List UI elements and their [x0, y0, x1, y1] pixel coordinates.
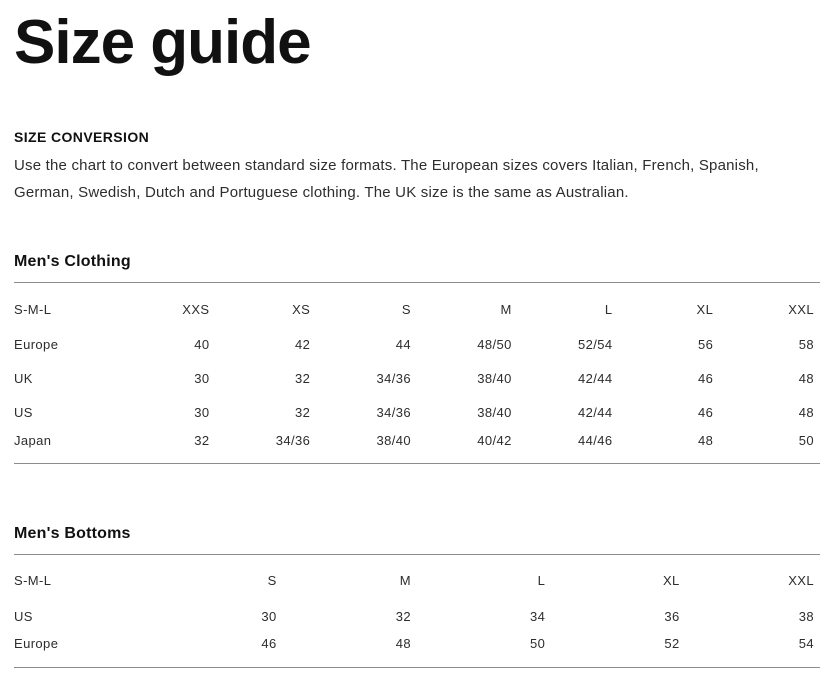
- size-cell: 48: [395, 636, 411, 652]
- size-table-body: [14, 599, 820, 667]
- size-table: [14, 554, 820, 668]
- size-table-head: [14, 554, 820, 599]
- table-row: [14, 395, 820, 429]
- row-label: US: [14, 608, 33, 624]
- size-cell: 32: [294, 404, 311, 420]
- size-cell: 48: [798, 370, 814, 386]
- column-header: S: [267, 573, 277, 589]
- size-cell: 46: [697, 404, 714, 420]
- column-header: XL: [696, 301, 714, 317]
- size-table-head: [14, 282, 820, 327]
- table-row: [14, 633, 820, 667]
- header-row: [14, 554, 820, 599]
- size-table-body: [14, 327, 820, 463]
- size-table: [14, 282, 820, 464]
- size-cell: 34/36: [275, 432, 311, 448]
- size-cell: 46: [261, 636, 277, 652]
- table-row: [14, 599, 820, 633]
- size-cell: 50: [530, 636, 546, 652]
- row-label: Europe: [14, 636, 59, 652]
- size-cell: 40: [194, 336, 210, 352]
- size-cell: 48: [697, 432, 714, 448]
- size-cell: 54: [798, 636, 814, 652]
- column-header: M: [399, 573, 411, 589]
- size-cell: 30: [194, 370, 210, 386]
- size-cell: 32: [395, 608, 411, 624]
- column-header: M: [500, 301, 512, 317]
- size-cell: 30: [194, 404, 210, 420]
- size-section: [14, 524, 820, 668]
- size-cell: 44/46: [577, 432, 613, 448]
- row-label: UK: [14, 370, 33, 386]
- column-header: XS: [292, 301, 311, 317]
- column-header: XXL: [788, 573, 814, 589]
- row-label: Europe: [14, 336, 59, 352]
- size-cell: 42: [294, 336, 311, 352]
- size-cell: 38: [798, 608, 814, 624]
- page-title: Size guide: [14, 8, 311, 77]
- size-cell: 30: [261, 608, 277, 624]
- size-cell: 40/42: [477, 432, 512, 448]
- size-conversion-heading: SIZE CONVERSION: [14, 129, 150, 146]
- size-cell: 34/36: [376, 370, 411, 386]
- size-cell: 48/50: [477, 336, 512, 352]
- column-header: S-M-L: [14, 301, 52, 317]
- size-cell: 38/40: [477, 370, 512, 386]
- size-cell: 34/36: [376, 404, 411, 420]
- column-header: XL: [662, 573, 680, 589]
- row-label: Japan: [14, 432, 52, 448]
- size-cell: 44: [395, 336, 411, 352]
- column-header: S-M-L: [14, 573, 52, 589]
- table-row: [14, 327, 820, 361]
- column-header: XXS: [182, 301, 210, 317]
- row-label: US: [14, 404, 33, 420]
- size-sections: [14, 252, 820, 668]
- header-row: [14, 282, 820, 327]
- size-cell: 56: [697, 336, 714, 352]
- size-cell: 58: [798, 336, 814, 352]
- size-cell: 50: [798, 432, 814, 448]
- size-cell: 46: [697, 370, 714, 386]
- size-conversion-description: Use the chart to convert between standard size formats. The European sizes covers Italian, French, Spanish, German, Swedish, Dutch and Portuguese clothing. The UK size is the same as Australian.: [14, 156, 759, 201]
- size-cell: 52/54: [577, 336, 613, 352]
- size-cell: 52: [664, 636, 680, 652]
- size-cell: 38/40: [376, 432, 411, 448]
- size-cell: 48: [798, 404, 814, 420]
- column-header: L: [537, 573, 546, 589]
- size-section: [14, 252, 820, 464]
- size-cell: 42/44: [577, 370, 613, 386]
- section-title: Men's Clothing: [14, 252, 131, 270]
- size-cell: 36: [664, 608, 680, 624]
- size-cell: 38/40: [477, 404, 512, 420]
- column-header: XXL: [788, 301, 814, 317]
- size-cell: 34: [530, 608, 546, 624]
- size-cell: 32: [194, 432, 210, 448]
- column-header: L: [604, 301, 613, 317]
- table-row: [14, 361, 820, 395]
- size-cell: 32: [294, 370, 311, 386]
- table-row: [14, 429, 820, 463]
- section-title: Men's Bottoms: [14, 524, 131, 542]
- size-cell: 42/44: [577, 404, 613, 420]
- column-header: S: [401, 301, 411, 317]
